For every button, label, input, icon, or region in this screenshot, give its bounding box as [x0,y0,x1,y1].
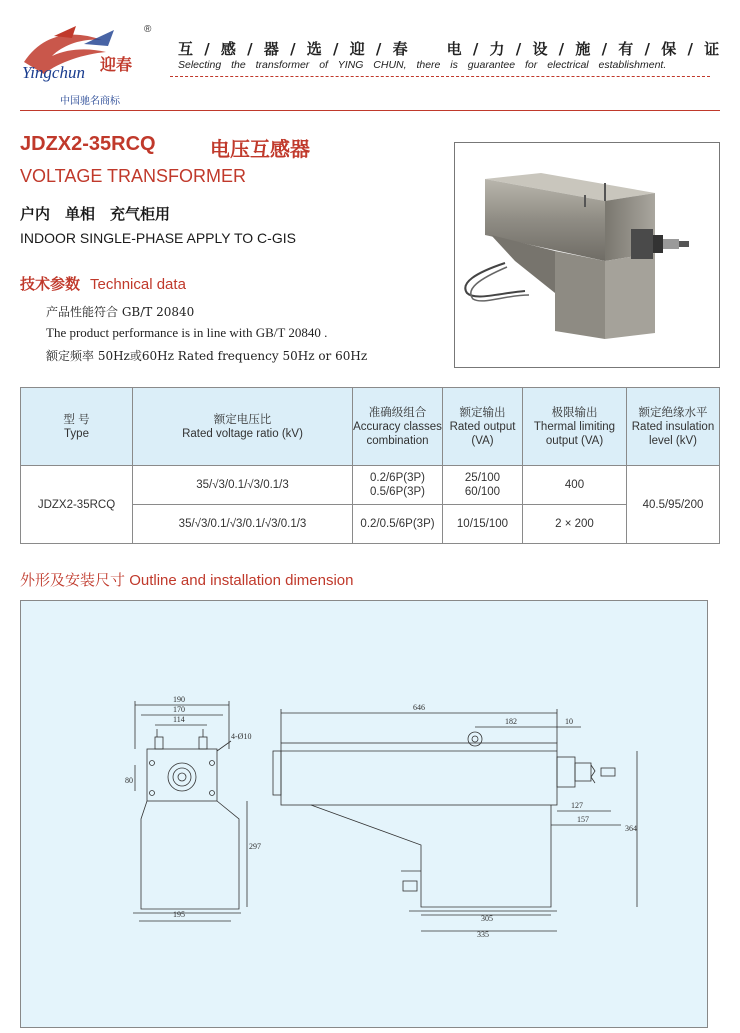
dim-170: 170 [173,705,185,714]
header-thermal-en: Thermal limiting output (VA) [533,420,616,447]
header-dashed-divider [170,76,710,77]
technical-heading [20,273,186,294]
brand-note: 中国驰名商标 [60,96,120,107]
dim-297: 297 [249,842,261,851]
table-row [21,466,720,505]
cell-accuracy: 0.2/6P(3P) 0.5/6P(3P) [353,466,443,505]
product-name-en: VOLTAGE TRANSFORMER [20,166,247,186]
transformer-photo-image [455,143,719,367]
front-view [133,701,247,921]
header-insulation-cn: 额定绝缘水平 [638,406,708,419]
cell-thermal: 400 [523,466,627,505]
header-thermal [523,388,627,466]
dim-305: 305 [481,914,493,923]
cell-thermal: 2 × 200 [523,505,627,544]
cell-type: JDZX2-35RCQ [21,466,133,544]
outline-drawing-svg [21,601,707,1027]
dim-190: 190 [173,695,185,704]
dim-10: 10 [565,717,573,726]
yingchun-logo [14,22,144,84]
cell-ratio: 35/√3/0.1/√3/0.1/3 [133,466,353,505]
technical-data-table [20,387,720,544]
header-insulation-en: Rated insulation level (kV) [631,420,715,447]
cell-output: 25/100 60/100 [443,466,523,505]
header-ratio-en: Rated voltage ratio (kV) [182,427,303,440]
dim-157: 157 [577,815,589,824]
header-output [443,388,523,466]
outline-heading [20,569,354,590]
outline-heading-cn: 外形及安装尺寸 [20,571,126,589]
header-accuracy-en: Accuracy classes combination [353,420,442,447]
header-divider [20,110,720,111]
tech-line-frequency: 额定频率 50Hz或60Hz Rated frequency 50Hz or 60Hz [46,349,368,363]
header-ratio [133,388,353,466]
technical-heading-en: Technical data [90,276,186,293]
dim-127: 127 [571,801,583,810]
dim-364: 364 [625,824,637,833]
usage-cn: 户内 单相 充气柜用 [20,205,171,223]
dim-195: 195 [173,910,185,919]
logo-script-text: Yingchun [22,63,85,82]
product-photo [454,142,720,368]
outline-heading-en: Outline and installation dimension [129,572,354,589]
dim-80: 80 [125,776,133,785]
tagline-cn: 互 / 感 / 器 / 选 / 迎 / 春 电 / 力 / 设 / 施 / 有 / 保 / 证 [178,40,723,58]
table-header-row [21,388,720,466]
tagline-en: Selecting the transformer of YING CHUN, there is guarantee for electrical establishment. [178,59,667,71]
tech-line-standard-en: The product performance is in line with GB/T 20840 . [46,325,328,340]
header-output-en: Rated output (VA) [449,420,516,447]
header-insulation [627,388,720,466]
cell-accuracy: 0.2/0.5/6P(3P) [353,505,443,544]
cell-output: 10/15/100 [443,505,523,544]
header-output-cn: 额定输出 [459,406,506,419]
dim-182: 182 [505,717,517,726]
registered-mark: ® [144,24,152,35]
header-type [21,388,133,466]
header-accuracy [353,388,443,466]
cell-insulation: 40.5/95/200 [627,466,720,544]
technical-heading-cn: 技术参数 [20,275,81,293]
usage-en: INDOOR SINGLE-PHASE APPLY TO C-GIS [20,230,296,246]
tech-line-standard-cn: 产品性能符合 GB/T 20840 [46,305,195,319]
dim-335: 335 [477,930,489,939]
product-model: JDZX2-35RCQ [20,133,156,155]
logo-cn-text: 迎春 [100,55,133,74]
header-thermal-cn: 极限输出 [551,406,598,419]
dim-114: 114 [173,715,185,724]
header-ratio-cn: 额定电压比 [213,413,272,426]
dim-holes: 4-Ø10 [231,732,252,741]
dim-646: 646 [413,703,425,712]
product-name-cn: 电压互感器 [210,137,310,161]
header-type-cn: 型 号 [63,413,90,426]
header-type-en: Type [64,427,89,440]
header-accuracy-cn: 准确级组合 [368,406,427,419]
outline-drawing [20,600,708,1028]
cell-ratio: 35/√3/0.1/√3/0.1/√3/0.1/3 [133,505,353,544]
